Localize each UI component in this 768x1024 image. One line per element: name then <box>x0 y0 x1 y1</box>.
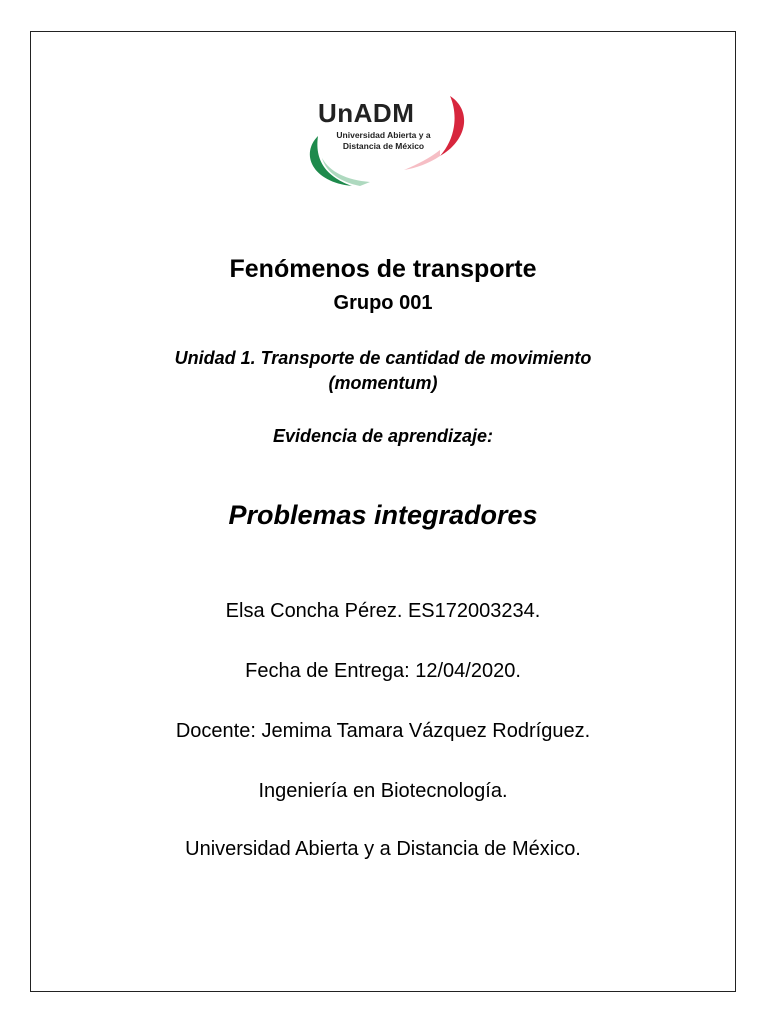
course-title: Fenómenos de transporte <box>229 255 537 283</box>
logo-subtitle-line-1: Universidad Abierta y a <box>336 130 431 140</box>
unadm-logo <box>300 92 470 188</box>
group-number: Grupo 001 <box>333 292 433 314</box>
author-line: Elsa Concha Pérez. ES172003234. <box>225 600 541 622</box>
unit-title-line-1: Unidad 1. Transporte de cantidad de movimiento <box>174 348 592 368</box>
logo-subtitle-line-2: Distancia de México <box>342 141 425 151</box>
university-line: Universidad Abierta y a Distancia de México. <box>185 838 581 860</box>
evidence-label: Evidencia de aprendizaje: <box>272 426 494 446</box>
teacher-line: Docente: Jemima Tamara Vázquez Rodríguez. <box>175 720 591 742</box>
activity-title: Problemas integradores <box>228 500 538 530</box>
unit-title <box>30 346 736 396</box>
program-line: Ingeniería en Biotecnología. <box>258 780 508 802</box>
due-date-line: Fecha de Entrega: 12/04/2020. <box>245 660 521 682</box>
logo-title: UnADM <box>318 98 415 128</box>
unit-title-line-2: (momentum) <box>328 373 438 393</box>
logo-subtitle <box>326 130 441 152</box>
